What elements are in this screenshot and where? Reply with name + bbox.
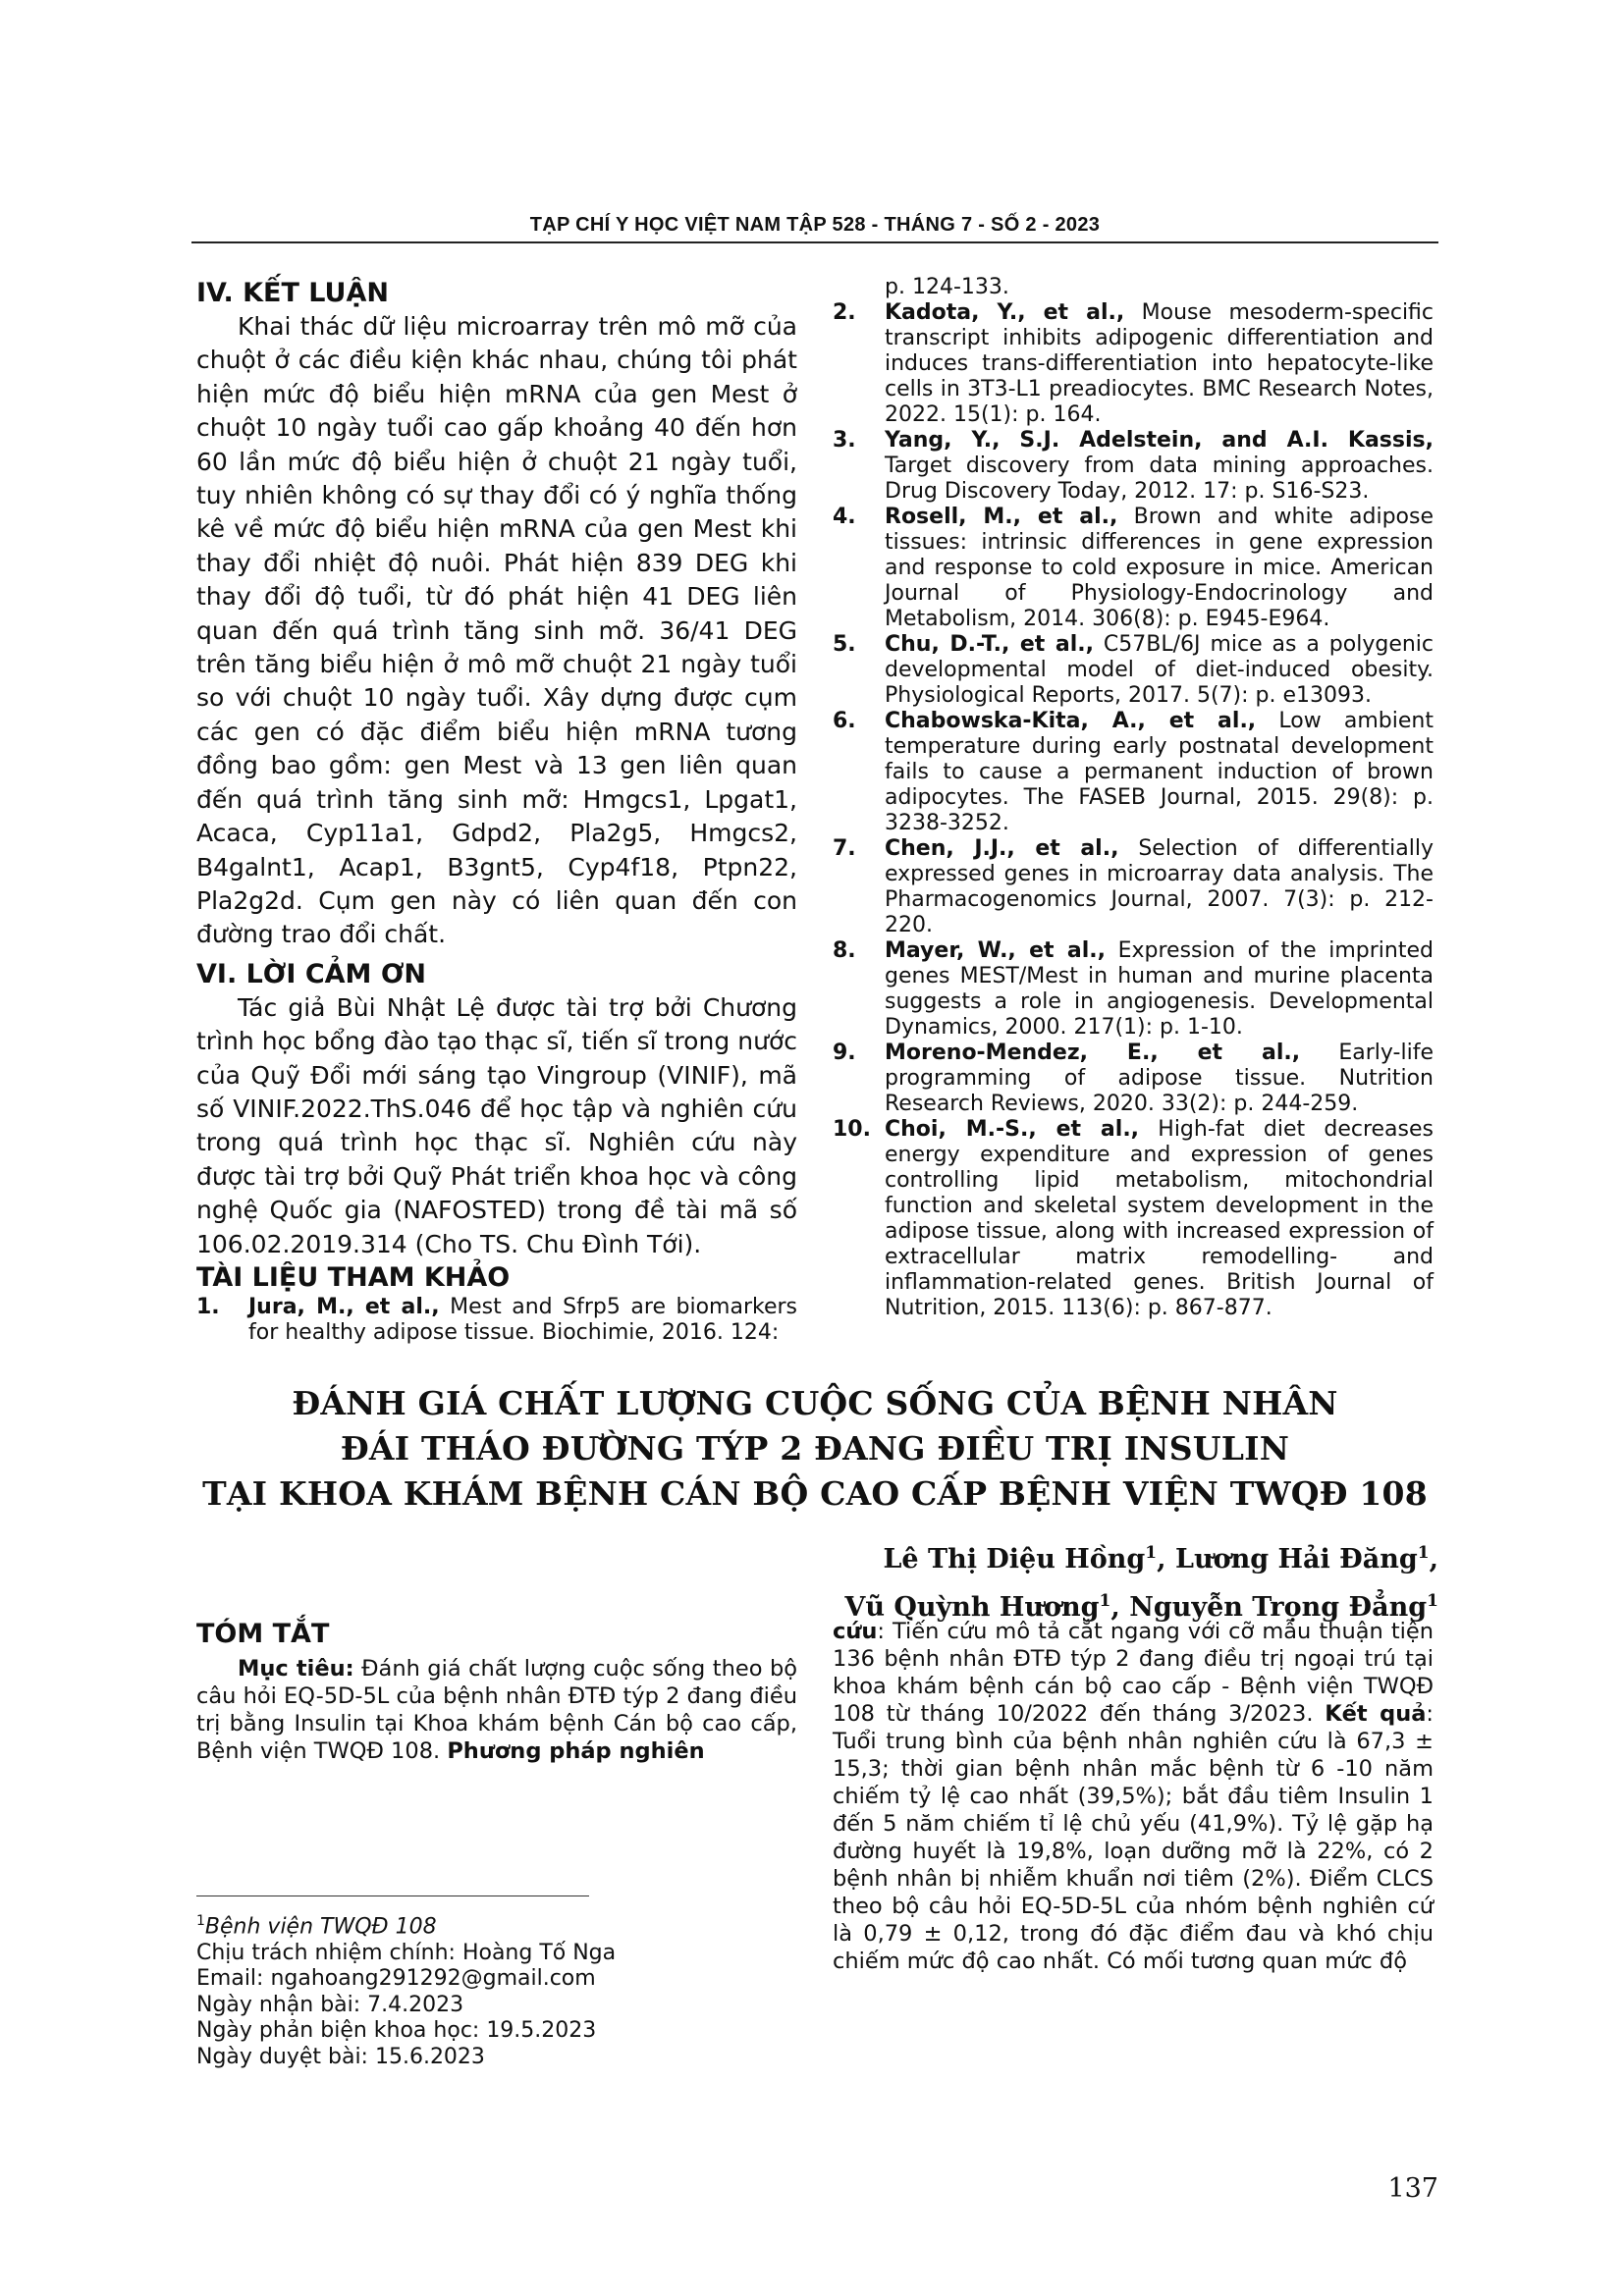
reference-item [833, 428, 1434, 505]
acknowledgement-heading: VI. LỜI CẢM ƠN [196, 958, 426, 989]
article-title-line: ĐÁI THÁO ĐƯỜNG TÝP 2 ĐANG ĐIỀU TRỊ INSULIN [340, 1429, 1290, 1468]
reference-text: Brown and white adipose tissues: intrinsic differences in gene expression and response to cold exposure in mice. American Journal of Physiology-Endocrinology and Metabolism, 2014. 306(8): p. E945-E964. [885, 505, 1434, 631]
reference-number: 5. [833, 632, 856, 657]
reference-authors: Rosell, M., et al., [885, 505, 1118, 529]
reference-number: 1. [196, 1294, 220, 1319]
article-title [191, 1381, 1438, 1517]
author-list [785, 1532, 1438, 1629]
method-label: Phương pháp nghiên [447, 1738, 705, 1764]
footnote-line: Ngày duyệt bài: 15.6.2023 [196, 2044, 485, 2069]
footnote-line: Email: ngahoang291292@gmail.com [196, 1966, 596, 1992]
author-name: Lương Hải Đăng [1174, 1544, 1418, 1575]
reference-authors: Moreno-Mendez, E., et al., [885, 1041, 1301, 1065]
reference-authors: Choi, M.-S., et al., [885, 1117, 1140, 1142]
result-label: Kết quả [1325, 1701, 1427, 1727]
header-rule [191, 241, 1438, 243]
reference-number: 6. [833, 709, 856, 733]
reference-authors: Chen, J.J., et al., [885, 836, 1119, 861]
author-separator: , [1429, 1544, 1438, 1575]
abstract-heading: TÓM TẮT [196, 1619, 330, 1649]
left-column-abstract [196, 1618, 797, 1765]
reference-text: Low ambient temperature during early postnatal development fails to cause a permanent induction of brown adipocytes. The FASEB Journal, 2015. 29(8): p. 3238-3252. [885, 709, 1434, 835]
footnotes [196, 1908, 785, 2070]
conclusion-text: Khai thác dữ liệu microarray trên mô mỡ của chuột ở các điều kiện khác nhau, chúng tôi phát hiện mức độ biểu hiện mRNA của gen Mest ở chuột 10 ngày tuổi cao gấp khoảng 40 đến hơn 60 lần mức độ biểu hiện ở chuột 21 ngày tuổi, tuy nhiên không có sự thay đổi có ý nghĩa thống kê về mức độ biểu hiện mRNA của gen Mest khi thay đổi nhiệt độ nuôi. Phát hiện 839 DEG khi thay đổi độ tuổi, từ đó phát hiện 41 DEG liên quan đến quá trình tăng sinh mỡ. 36/41 DEG trên tăng biểu hiện ở mô mỡ chuột 21 ngày tuổi so với chuột 10 ngày tuổi. Xây dựng được cụm các gen có đặc điểm biểu hiện mRNA tương đồng bao gồm: gen Mest và 13 gen liên quan đến quá trình tăng sinh mỡ: Hmgcs1, Lpgat1, Acaca, Cyp11a1, Gdpd2, Pla2g5, Hmgcs2, B4galnt1, Acap1, B3gnt5, Cyp4f18, Ptpn22, Pla2g2d. Cụm gen này có liên quan đến con đường trao đổi chất. [196, 312, 797, 949]
reference-item [833, 836, 1434, 938]
author-name: Nguyễn Trọng Đẳng [1129, 1592, 1428, 1623]
objective-text: Đánh giá chất lượng cuộc sống theo bộ câu hỏi EQ-5D-5L của bệnh nhân ĐTĐ týp 2 đang điều trị bằng Insulin tại Khoa khám bệnh Cán bộ cao cấp, Bệnh viện TWQĐ 108. [196, 1656, 797, 1764]
reference-item [196, 1295, 797, 1346]
page-number: 137 [1387, 2173, 1438, 2204]
author-name: Vũ Quỳnh Hương [844, 1592, 1100, 1623]
footnote-line: Chịu trách nhiệm chính: Hoàng Tố Nga [196, 1940, 617, 1965]
abstract-text-right [833, 1618, 1434, 1975]
affiliation-mark: 1 [196, 1913, 205, 1929]
reference-authors: Jura, M., et al., [248, 1294, 440, 1319]
reference-authors: Chu, D.-T., et al., [885, 632, 1095, 657]
reference-authors: Yang, Y., S.J. Adelstein, and A.I. Kassis, [885, 428, 1434, 453]
reference-list-right [833, 300, 1434, 1321]
author-name: Lê Thị Diệu Hồng [883, 1544, 1146, 1575]
reference-number: 4. [833, 505, 856, 529]
objective-label: Mục tiêu: [238, 1656, 354, 1682]
reference-text: Early-life programming of adipose tissue. Nutrition Research Reviews, 2020. 33(2): p. 244-259. [885, 1041, 1434, 1116]
reference-text: Expression of the imprinted genes MEST/Mest in human and murine placenta suggests a role in angiogenesis. Developmental Dynamics, 2000. 217(1): p. 1-10. [885, 938, 1434, 1040]
acknowledgement-text: Tác giả Bùi Nhật Lệ được tài trợ bởi Chương trình học bổng đào tạo thạc sĩ, tiến sĩ trong nước của Quỹ Đổi mới sáng tạo Vingroup (VINIF), mã số VINIF.2022.ThS.046 để học tập và nghiên cứu trong quá trình học thạc sĩ. Nghiên cứu này được tài trợ bởi Quỹ Phát triển khoa học và công nghệ Quốc gia (NAFOSTED) trong đề tài mã số 106.02.2019.314 (Cho TS. Chu Đình Tới). [196, 992, 797, 1258]
reference-number: 9. [833, 1041, 856, 1065]
journal-header: TẠP CHÍ Y HỌC VIỆT NAM TẬP 528 - THÁNG 7 - SỐ 2 - 2023 [529, 214, 1101, 236]
reference-item [833, 632, 1434, 709]
reference-text: Selection of differentially expressed genes in microarray data analysis. The Pharmacogenomics Journal, 2007. 7(3): p. 212-220. [885, 836, 1434, 937]
reference-item [833, 1041, 1434, 1117]
reference-item [833, 1117, 1434, 1321]
reference-text: C57BL/6J mice as a polygenic developmental model of diet-induced obesity. Physiological Reports, 2017. 5(7): p. e13093. [885, 632, 1434, 708]
author-affiliation-mark: 1 [1417, 1543, 1430, 1563]
references-heading: TÀI LIỆU THAM KHẢO [196, 1261, 511, 1293]
reference-number: 8. [833, 938, 856, 963]
reference-list-left [196, 1295, 797, 1346]
affiliation-footnote [196, 1908, 785, 1941]
reference-text: High-fat diet decreases energy expenditure and expression of genes controlling lipid metabolism, mitochondrial function and skeletal system development in the adipose tissue, along with increased expression of extracellular matrix remodelling- and inflammation-related genes. British Journal of Nutrition, 2015. 113(6): p. 867-877. [885, 1117, 1434, 1320]
author-affiliation-mark: 1 [1099, 1591, 1111, 1611]
reference-authors: Chabowska-Kita, A., et al., [885, 709, 1257, 733]
result-text: : Tuổi trung bình của bệnh nhân nghiên cứu là 67,3 ± 15,3; thời gian bệnh nhân mắc bệnh từ 6 -10 năm chiếm tỷ lệ cao nhất (39,5%); bắt đầu tiêm Insulin 1 đến 5 năm chiếm tỉ lệ chủ yếu (41,9%). Tỷ lệ gặp hạ đường huyết là 19,8%, loạn dưỡng mỡ là 22%, có 2 bệnh nhân bị nhiễm khuẩn nơi tiêm (2%). Điểm CLCS theo bộ câu hỏi EQ-5D-5L của nhóm bệnh nghiên cứ là 0,79 ± 0,12, trong đó đặc điểm đau và khó chịu chiếm mức độ cao nhất. Có mối tương quan mức độ [833, 1701, 1434, 1974]
article-title-line: TẠI KHOA KHÁM BỆNH CÁN BỘ CAO CẤP BỆNH VIỆN TWQĐ 108 [202, 1474, 1428, 1513]
footnote-line: Ngày nhận bài: 7.4.2023 [196, 1992, 464, 2017]
author-separator: , [1110, 1592, 1130, 1623]
method-text: : Tiến cứu mô tả cắt ngang với cỡ mẫu thuận tiện 136 bệnh nhân ĐTĐ týp 2 đang điều trị ngoại trú tại khoa khám bệnh cán bộ cao cấp - Bệnh viện TWQĐ 108 từ tháng 10/2022 đến tháng 3/2023. [833, 1619, 1434, 1727]
reference-number: 2. [833, 300, 856, 325]
reference-continuation: p. 124-133. [885, 275, 1009, 299]
author-affiliation-mark: 1 [1145, 1543, 1158, 1563]
abstract-text-left [196, 1655, 797, 1765]
footnote-line: Ngày phản biện khoa học: 19.5.2023 [196, 2018, 597, 2044]
method-label-continued: cứu [833, 1619, 878, 1644]
author-line [785, 1532, 1438, 1580]
author-separator: , [1157, 1544, 1175, 1575]
reference-text: Target discovery from data mining approaches. Drug Discovery Today, 2012. 17: p. S16-S23. [885, 454, 1434, 504]
reference-number: 3. [833, 428, 856, 453]
reference-number: 7. [833, 836, 856, 861]
reference-authors: Mayer, W., et al., [885, 938, 1106, 963]
affiliation-name: Bệnh viện TWQĐ 108 [204, 1914, 437, 1940]
left-column-top [196, 277, 797, 1346]
author-affiliation-mark: 1 [1427, 1591, 1438, 1611]
reference-number: 10. [833, 1117, 871, 1142]
reference-item [833, 505, 1434, 632]
reference-text: Mest and Sfrp5 are biomarkers for healthy adipose tissue. Biochimie, 2016. 124: [248, 1294, 797, 1345]
article-title-line: ĐÁNH GIÁ CHẤT LƯỢNG CUỘC SỐNG CỦA BỆNH NHÂN [292, 1384, 1338, 1422]
right-column-abstract [833, 1618, 1434, 1975]
reference-text: Mouse mesoderm-specific transcript inhibits adipogenic differentiation and induces trans-differentiation into hepatocyte-like cells in 3T3-L1 preadiocytes. BMC Research Notes, 2022. 15(1): p. 164. [885, 300, 1435, 427]
reference-item [833, 300, 1434, 428]
right-column-top [833, 275, 1434, 1321]
reference-authors: Kadota, Y., et al., [885, 300, 1125, 325]
reference-item [833, 709, 1434, 836]
conclusion-heading: IV. KẾT LUẬN [196, 278, 389, 308]
reference-item [833, 938, 1434, 1041]
